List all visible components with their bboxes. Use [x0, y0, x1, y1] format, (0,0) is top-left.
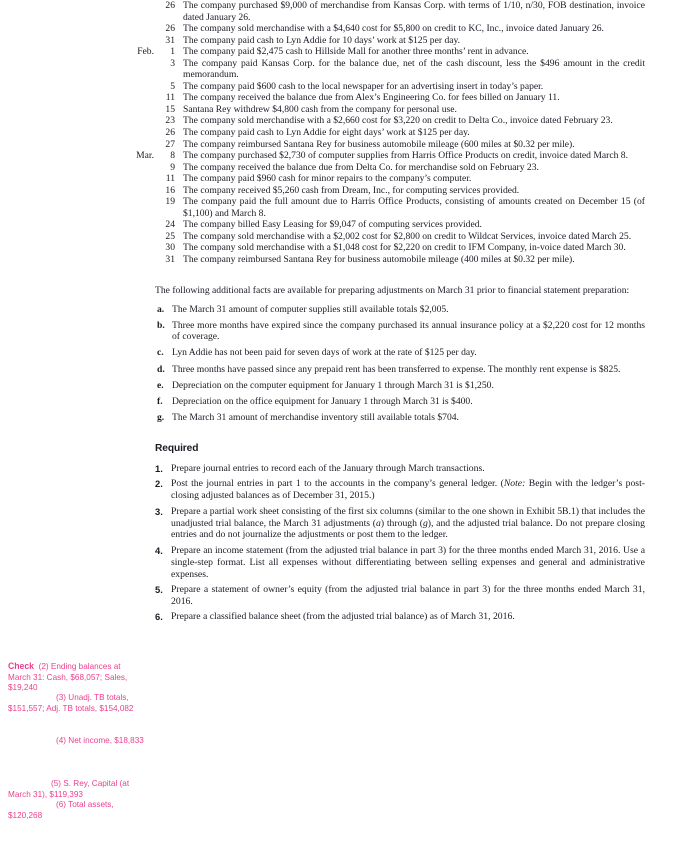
required-item — [155, 463, 645, 475]
transaction-month: Feb. — [137, 46, 154, 58]
check-note-text: (4) Net income, $18,833 — [56, 736, 144, 745]
adjustment-item — [155, 364, 645, 376]
transaction-day: 3 — [170, 57, 175, 69]
transaction-description: The company purchased $2,730 of computer supplies from Harris Office Products on credit, invoice dated March 8. — [183, 150, 629, 162]
required-text: Prepare a statement of owner’s equity (from the adjusted trial balance in part 3) for the three months ended March 31, 2016. — [171, 584, 645, 607]
transaction-description: The company billed Easy Leasing for $9,047 of computing services provided. — [183, 219, 482, 231]
adjustment-marker: d. — [157, 363, 165, 375]
transaction-description: The company sold merchandise with a $1,048 cost for $2,220 on credit to IFM Company, in-voice dated March 30. — [183, 242, 626, 254]
check-note-check-4 — [8, 736, 145, 747]
transaction-description: The company sold merchandise with a $2,660 cost for $3,220 on credit to Delta Co., invoice dated February 23. — [183, 115, 613, 127]
check-note-check-3 — [8, 693, 145, 714]
required-text: Prepare an income statement (from the adjusted trial balance in part 3) for the three months ended March 31, 2016. Use a single-step format. List all expenses without differentiating between selling expenses and general and administrative expenses. — [171, 544, 645, 580]
transaction-day: 26 — [165, 0, 175, 11]
transaction-row — [155, 242, 645, 254]
transaction-day: 25 — [165, 230, 175, 242]
adjustment-text: The March 31 amount of computer supplies still available totals $2,005. — [172, 303, 449, 315]
check-note-check-6 — [8, 800, 145, 821]
transaction-description: The company paid cash to Lyn Addie for 10 days’ work at $125 per day. — [183, 34, 461, 46]
transaction-day: 11 — [165, 173, 175, 185]
required-item — [155, 478, 645, 502]
transaction-description: The company paid $960 cash for minor repairs to the company’s computer. — [183, 173, 472, 185]
adjustments-intro: The following additional facts are available for preparing adjustments on March 31 prior to financial statement preparation: — [155, 284, 630, 296]
adjustment-marker: b. — [157, 319, 165, 331]
transaction-day: 23 — [165, 115, 175, 127]
transaction-day: 1 — [170, 46, 175, 58]
transaction-row — [155, 81, 645, 93]
transaction-row — [155, 115, 645, 127]
required-item — [155, 584, 645, 608]
transaction-row — [155, 0, 645, 23]
transaction-description: The company reimbursed Santana Rey for business automobile mileage (400 miles at $0.32 per mile). — [183, 254, 575, 266]
check-note-text: (3) Unadj. TB totals, $151,557; Adj. TB totals, $154,082 — [8, 693, 134, 713]
required-marker: 6. — [155, 611, 163, 623]
check-label: Check — [8, 661, 39, 671]
adjustment-text: Three more months have expired since the company purchased its annual insurance policy at a $2,220 cost for 12 months of coverage. — [172, 319, 645, 343]
required-list — [155, 455, 645, 623]
transaction-day: 9 — [170, 161, 175, 173]
transaction-description: The company sold merchandise with a $4,640 cost for $5,800 on credit to KC, Inc., invoice dated January 26. — [183, 23, 604, 35]
adjustment-marker: f. — [157, 395, 163, 407]
transaction-month: Mar. — [136, 150, 154, 162]
transaction-day: 31 — [165, 34, 175, 46]
transaction-description: The company received the balance due from Alex’s Engineering Co. for fees billed on January 11. — [183, 92, 560, 104]
adjustment-marker: c. — [157, 347, 164, 359]
required-marker: 5. — [155, 584, 163, 596]
transaction-list — [136, 0, 645, 266]
adjustment-marker: g. — [157, 411, 165, 423]
transaction-row — [155, 139, 645, 151]
transaction-description: The company paid cash to Lyn Addie for eight days’ work at $125 per day. — [183, 127, 470, 139]
transaction-row — [155, 254, 645, 266]
transaction-row — [155, 173, 645, 185]
required-item — [155, 506, 645, 542]
transaction-row — [155, 185, 645, 197]
adjustment-item — [155, 320, 645, 343]
required-marker: 1. — [155, 462, 163, 474]
check-note-check-5 — [8, 779, 145, 800]
transaction-day: 5 — [170, 80, 175, 92]
transaction-description: The company paid $2,475 cash to Hillside Mall for another three months’ rent in advance. — [183, 46, 529, 58]
transaction-row — [155, 196, 645, 219]
required-heading: Required — [155, 443, 199, 455]
adjustment-item — [155, 304, 645, 316]
transaction-row — [155, 92, 645, 104]
transaction-description: The company received the balance due from Delta Co. for merchandise sold on February 23. — [183, 161, 539, 173]
transaction-row — [155, 231, 645, 243]
transaction-day: 19 — [165, 196, 175, 208]
transaction-description: The company sold merchandise with a $2,002 cost for $2,800 on credit to Wildcat Services, invoice dated March 25. — [183, 230, 632, 242]
transaction-description: The company received $5,260 cash from Dream, Inc., for computing services provided. — [183, 184, 520, 196]
adjustments-list — [155, 296, 645, 423]
transaction-day: 8 — [170, 150, 175, 162]
transaction-row — [155, 23, 645, 35]
main-text-column — [136, 0, 645, 623]
adjustment-text: Depreciation on the office equipment for January 1 through March 31 is $400. — [172, 395, 473, 407]
transaction-row — [155, 127, 645, 139]
required-text: Post the journal entries in part 1 to the accounts in the company’s general ledger. (Note: Begin with the ledger’s post-closing adjusted balances as of December 31, 2015.) — [171, 478, 645, 502]
adjustment-marker: e. — [157, 379, 164, 391]
check-note-text: (2) Ending balances at March 31: Cash, $68,057; Sales, $19,240 — [8, 662, 128, 693]
required-text: Prepare a classified balance sheet (from the adjusted trial balance) as of March 31, 2016. — [171, 611, 515, 623]
transaction-day: 24 — [165, 219, 175, 231]
transaction-description: The company paid Kansas Corp. for the balance due, net of the cash discount, less the $496 amount in the credit memorandum. — [183, 57, 645, 81]
transaction-row — [155, 35, 645, 47]
adjustment-item — [155, 396, 645, 408]
required-item — [155, 545, 645, 581]
transaction-day: 16 — [165, 184, 175, 196]
adjustment-marker: a. — [157, 303, 165, 315]
adjustment-text: Lyn Addie has not been paid for seven days of work at the rate of $125 per day. — [172, 347, 477, 359]
adjustment-text: Depreciation on the computer equipment for January 1 through March 31 is $1,250. — [172, 379, 494, 391]
required-marker: 4. — [155, 544, 163, 556]
check-note-check-2 — [8, 661, 145, 694]
required-marker: 3. — [155, 505, 163, 517]
transaction-row — [155, 104, 645, 116]
adjustment-text: The March 31 amount of merchandise inventory still available totals $704. — [172, 411, 459, 423]
transaction-row — [155, 58, 645, 81]
required-text: Prepare journal entries to record each of the January through March transactions. — [171, 462, 485, 474]
transaction-row — [136, 150, 645, 162]
adjustment-item — [155, 412, 645, 424]
transaction-day: 31 — [165, 254, 175, 266]
transaction-description: The company paid $600 cash to the local newspaper for an advertising insert in today’s paper. — [183, 80, 544, 92]
required-marker: 2. — [155, 478, 163, 490]
transaction-day: 26 — [165, 23, 175, 35]
transaction-description: The company purchased $9,000 of merchandise from Kansas Corp. with terms of 1/10, n/30, FOB destination, invoice dated January 26. — [183, 0, 645, 23]
transaction-day: 26 — [165, 127, 175, 139]
adjustment-item — [155, 347, 645, 359]
transaction-description: Santana Rey withdrew $4,800 cash from the company for personal use. — [183, 103, 457, 115]
transaction-description: The company paid the full amount due to Harris Office Products, consisting of amounts created on December 15 (of $1,100) and March 8. — [183, 196, 645, 219]
transaction-row — [137, 46, 645, 58]
transaction-description: The company reimbursed Santana Rey for business automobile mileage (600 miles at $0.32 per mile). — [183, 138, 575, 150]
transaction-row — [155, 162, 645, 174]
transaction-day: 15 — [165, 103, 175, 115]
required-text: Prepare a partial work sheet consisting of the first six columns (similar to the one shown in Exhibit 5B.1) that includes the unadjusted trial balance, the March 31 adjustments (a) through (g), and the adjusted trial balance. Do not prepare closing entries and do not journalize the adjustments or post them to the ledger. — [171, 505, 645, 541]
transaction-row — [155, 219, 645, 231]
adjustment-item — [155, 380, 645, 392]
adjustment-text: Three months have passed since any prepaid rent has been transferred to expense. The monthly rent expense is $825. — [172, 363, 621, 375]
transaction-day: 11 — [165, 92, 175, 104]
check-note-text: (6) Total assets, $120,268 — [8, 800, 114, 820]
transaction-day: 27 — [165, 138, 175, 150]
check-note-text: (5) S. Rey, Capital (at March 31), $119,393 — [8, 779, 130, 799]
transaction-day: 30 — [165, 242, 175, 254]
required-item — [155, 611, 645, 623]
